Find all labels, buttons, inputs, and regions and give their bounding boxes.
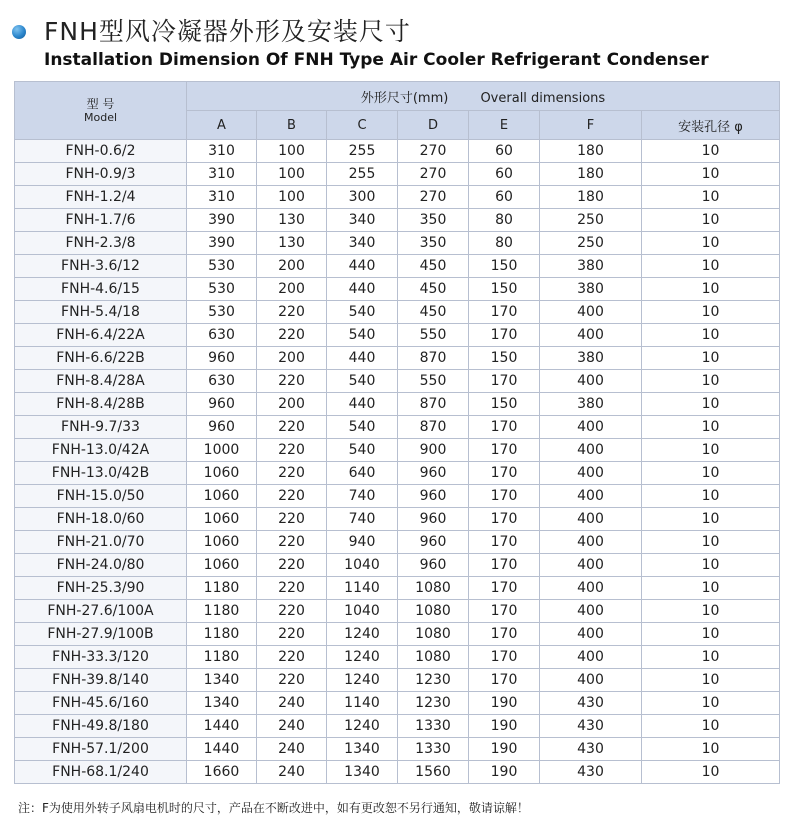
dimension-cell: 440 (327, 278, 398, 301)
dimension-cell: 400 (540, 600, 642, 623)
dimension-cell: 540 (327, 324, 398, 347)
dimension-cell: 200 (257, 255, 327, 278)
table-row (15, 370, 780, 393)
dimension-cell: 60 (469, 140, 540, 163)
dimension-cell: 10 (642, 761, 780, 784)
dimension-cell: 530 (187, 255, 257, 278)
dimension-cell: 1060 (187, 485, 257, 508)
dimension-cell: 550 (398, 324, 469, 347)
dimension-cell: 400 (540, 554, 642, 577)
model-cell: FNH-15.0/50 (15, 485, 187, 508)
dimension-cell: 430 (540, 692, 642, 715)
dimension-cell: 220 (257, 370, 327, 393)
model-cell: FNH-8.4/28A (15, 370, 187, 393)
dimension-cell: 10 (642, 577, 780, 600)
dimension-cell: 170 (469, 531, 540, 554)
dimension-cell: 440 (327, 255, 398, 278)
dimension-cell: 630 (187, 324, 257, 347)
dimension-cell: 170 (469, 485, 540, 508)
table-row (15, 577, 780, 600)
dimension-cell: 350 (398, 232, 469, 255)
dimension-cell: 1340 (327, 738, 398, 761)
table-row (15, 692, 780, 715)
dimension-cell: 220 (257, 646, 327, 669)
dimension-cell: 250 (540, 209, 642, 232)
dimension-cell: 190 (469, 738, 540, 761)
dimension-cell: 1440 (187, 715, 257, 738)
dimension-cell: 1080 (398, 577, 469, 600)
dimension-cell: 240 (257, 692, 327, 715)
model-cell: FNH-2.3/8 (15, 232, 187, 255)
dimension-cell: 1080 (398, 600, 469, 623)
dimension-cell: 170 (469, 508, 540, 531)
model-cell: FNH-0.9/3 (15, 163, 187, 186)
dimension-cell: 220 (257, 669, 327, 692)
dimension-cell: 10 (642, 232, 780, 255)
dimension-cell: 10 (642, 715, 780, 738)
dimension-cell: 960 (187, 393, 257, 416)
dimension-cell: 220 (257, 324, 327, 347)
dimension-cell: 1560 (398, 761, 469, 784)
column-header: E (469, 111, 540, 140)
dimension-cell: 960 (398, 485, 469, 508)
dimension-cell: 10 (642, 186, 780, 209)
dimension-cell: 430 (540, 738, 642, 761)
dimension-cell: 400 (540, 485, 642, 508)
dimension-cell: 240 (257, 715, 327, 738)
dimension-cell: 170 (469, 577, 540, 600)
dimension-cell: 200 (257, 347, 327, 370)
dimension-cell: 1080 (398, 623, 469, 646)
dimension-cell: 1040 (327, 600, 398, 623)
table-row (15, 416, 780, 439)
page-title: FNH型风冷凝器外形及安装尺寸 (44, 17, 411, 46)
page-subtitle: Installation Dimension Of FNH Type Air Cooler Refrigerant Condenser (44, 50, 709, 70)
dimension-cell: 380 (540, 255, 642, 278)
model-cell: FNH-1.7/6 (15, 209, 187, 232)
dimension-cell: 150 (469, 393, 540, 416)
dimension-cell: 130 (257, 209, 327, 232)
dimension-cell: 400 (540, 531, 642, 554)
dimension-cell: 220 (257, 301, 327, 324)
model-cell: FNH-0.6/2 (15, 140, 187, 163)
dimension-cell: 220 (257, 577, 327, 600)
dimension-cell: 200 (257, 278, 327, 301)
dimension-cell: 250 (540, 232, 642, 255)
dimension-cell: 10 (642, 646, 780, 669)
dimension-cell: 380 (540, 393, 642, 416)
dimension-cell: 10 (642, 485, 780, 508)
dimension-cell: 740 (327, 508, 398, 531)
dimension-cell: 960 (398, 554, 469, 577)
table-row (15, 715, 780, 738)
dimension-cell: 450 (398, 301, 469, 324)
dimension-cell: 10 (642, 508, 780, 531)
dimension-cell: 400 (540, 646, 642, 669)
table-row (15, 531, 780, 554)
model-cell: FNH-27.6/100A (15, 600, 187, 623)
dimension-cell: 10 (642, 692, 780, 715)
table-row (15, 255, 780, 278)
dimension-cell: 170 (469, 554, 540, 577)
dimension-cell: 190 (469, 692, 540, 715)
dimension-cell: 150 (469, 347, 540, 370)
model-cell: FNH-3.6/12 (15, 255, 187, 278)
dimension-cell: 10 (642, 416, 780, 439)
footnote: 注：F为使用外转子风扇电机时的尺寸，产品在不断改进中，如有更改恕不另行通知，敬请谅解！ (18, 801, 529, 815)
dimension-cell: 1060 (187, 554, 257, 577)
dimension-cell: 170 (469, 669, 540, 692)
dimension-cell: 1040 (327, 554, 398, 577)
model-cell: FNH-39.8/140 (15, 669, 187, 692)
dimension-cell: 960 (398, 508, 469, 531)
table-row (15, 623, 780, 646)
dimension-cell: 1230 (398, 669, 469, 692)
dimension-cell: 940 (327, 531, 398, 554)
dimension-cell: 220 (257, 439, 327, 462)
model-cell: FNH-13.0/42A (15, 439, 187, 462)
dimension-cell: 1060 (187, 508, 257, 531)
model-cell: FNH-18.0/60 (15, 508, 187, 531)
dimension-cell: 300 (327, 186, 398, 209)
table-row (15, 393, 780, 416)
dimension-cell: 220 (257, 416, 327, 439)
table-row (15, 140, 780, 163)
dimension-cell: 170 (469, 600, 540, 623)
dimension-cell: 10 (642, 600, 780, 623)
column-header: B (257, 111, 327, 140)
dimension-cell: 400 (540, 370, 642, 393)
dimension-cell: 220 (257, 623, 327, 646)
dimension-cell: 1180 (187, 646, 257, 669)
dimension-cell: 170 (469, 301, 540, 324)
model-cell: FNH-57.1/200 (15, 738, 187, 761)
dimension-cell: 170 (469, 439, 540, 462)
dimension-cell: 170 (469, 416, 540, 439)
table-row (15, 439, 780, 462)
dimension-cell: 220 (257, 554, 327, 577)
dimension-cell: 10 (642, 278, 780, 301)
dimension-cell: 10 (642, 554, 780, 577)
dimension-cell: 390 (187, 209, 257, 232)
dimension-cell: 1060 (187, 462, 257, 485)
dimension-cell: 350 (398, 209, 469, 232)
dimension-cell: 170 (469, 623, 540, 646)
model-column-header (15, 82, 187, 140)
dimension-cell: 640 (327, 462, 398, 485)
table-row (15, 738, 780, 761)
dimension-cell: 380 (540, 347, 642, 370)
dimension-cell: 180 (540, 163, 642, 186)
dimension-cell: 1230 (398, 692, 469, 715)
model-cell: FNH-45.6/160 (15, 692, 187, 715)
dimension-cell: 960 (398, 462, 469, 485)
title-bullet-icon (12, 25, 26, 39)
table-row (15, 646, 780, 669)
dimension-cell: 10 (642, 623, 780, 646)
dimension-cell: 220 (257, 508, 327, 531)
dimension-cell: 540 (327, 370, 398, 393)
group-header-en: Overall dimensions (480, 90, 606, 106)
dimension-cell: 1180 (187, 600, 257, 623)
group-header-cn: 外形尺寸(mm) (360, 90, 449, 106)
dimension-cell: 870 (398, 416, 469, 439)
table-row (15, 209, 780, 232)
dimension-cell: 100 (257, 140, 327, 163)
dimension-cell: 10 (642, 531, 780, 554)
table-row (15, 186, 780, 209)
model-cell: FNH-1.2/4 (15, 186, 187, 209)
dimension-cell: 170 (469, 646, 540, 669)
dimension-cell: 400 (540, 416, 642, 439)
dimension-cell: 80 (469, 232, 540, 255)
dimension-cell: 150 (469, 278, 540, 301)
dimension-cell: 200 (257, 393, 327, 416)
dimension-cell: 1340 (187, 669, 257, 692)
dimension-cell: 10 (642, 669, 780, 692)
dimension-cell: 10 (642, 370, 780, 393)
dimension-cell: 630 (187, 370, 257, 393)
dimension-cell: 400 (540, 623, 642, 646)
dimension-cell: 270 (398, 140, 469, 163)
model-header-en: Model (83, 110, 118, 124)
dimension-cell: 80 (469, 209, 540, 232)
dimension-cell: 430 (540, 761, 642, 784)
model-cell: FNH-27.9/100B (15, 623, 187, 646)
dimension-cell: 60 (469, 186, 540, 209)
dimension-cell: 60 (469, 163, 540, 186)
dimension-cell: 1080 (398, 646, 469, 669)
table-row (15, 600, 780, 623)
dimension-cell: 440 (327, 393, 398, 416)
dimension-cell: 1340 (187, 692, 257, 715)
table-row (15, 669, 780, 692)
dimension-cell: 220 (257, 485, 327, 508)
dimension-cell: 400 (540, 462, 642, 485)
dimension-cell: 270 (398, 163, 469, 186)
dimension-cell: 270 (398, 186, 469, 209)
dimension-cell: 10 (642, 255, 780, 278)
dimension-cell: 450 (398, 278, 469, 301)
model-cell: FNH-33.3/120 (15, 646, 187, 669)
dimension-cell: 340 (327, 232, 398, 255)
column-header: C (327, 111, 398, 140)
dimension-cell: 170 (469, 462, 540, 485)
dimension-cell: 400 (540, 301, 642, 324)
model-cell: FNH-6.6/22B (15, 347, 187, 370)
dimension-cell: 255 (327, 163, 398, 186)
dimension-cell: 190 (469, 715, 540, 738)
dimension-cell: 1240 (327, 715, 398, 738)
dimension-cell: 400 (540, 439, 642, 462)
dimension-cell: 220 (257, 462, 327, 485)
table-row (15, 163, 780, 186)
dimension-cell: 180 (540, 140, 642, 163)
table-row (15, 301, 780, 324)
table-row (15, 347, 780, 370)
table-row (15, 232, 780, 255)
dimension-table (14, 81, 780, 784)
dimension-cell: 1140 (327, 692, 398, 715)
model-header-cn: 型 号 (86, 96, 115, 111)
dimension-cell: 1180 (187, 623, 257, 646)
dimension-cell: 170 (469, 324, 540, 347)
dimension-cell: 180 (540, 186, 642, 209)
dimension-cell: 10 (642, 439, 780, 462)
model-cell: FNH-6.4/22A (15, 324, 187, 347)
dimension-cell: 190 (469, 761, 540, 784)
table-row (15, 324, 780, 347)
table-row (15, 462, 780, 485)
dimension-cell: 255 (327, 140, 398, 163)
dimension-cell: 10 (642, 301, 780, 324)
column-header: 安装孔径 φ (642, 111, 780, 140)
dimension-cell: 220 (257, 531, 327, 554)
dimension-cell: 220 (257, 600, 327, 623)
dimension-cell: 430 (540, 715, 642, 738)
dimension-cell: 130 (257, 232, 327, 255)
dimension-cell: 310 (187, 140, 257, 163)
model-cell: FNH-5.4/18 (15, 301, 187, 324)
dimension-cell: 1140 (327, 577, 398, 600)
table-row (15, 761, 780, 784)
model-cell: FNH-21.0/70 (15, 531, 187, 554)
dimension-cell: 960 (187, 416, 257, 439)
column-header: D (398, 111, 469, 140)
table-body (15, 140, 780, 784)
dimension-cell: 1330 (398, 715, 469, 738)
dimension-cell: 1340 (327, 761, 398, 784)
dimension-cell: 1330 (398, 738, 469, 761)
table-row (15, 485, 780, 508)
dimension-cell: 10 (642, 209, 780, 232)
dimension-cell: 10 (642, 462, 780, 485)
dimension-cell: 440 (327, 347, 398, 370)
model-cell: FNH-25.3/90 (15, 577, 187, 600)
dimension-cell: 1660 (187, 761, 257, 784)
dimension-cell: 960 (187, 347, 257, 370)
dimension-cell: 450 (398, 255, 469, 278)
table-row (15, 554, 780, 577)
table-row (15, 278, 780, 301)
dimension-cell: 400 (540, 577, 642, 600)
model-cell: FNH-4.6/15 (15, 278, 187, 301)
dimension-cell: 10 (642, 738, 780, 761)
dimension-cell: 1240 (327, 669, 398, 692)
dimension-cell: 10 (642, 163, 780, 186)
dimension-cell: 400 (540, 508, 642, 531)
dimension-cell: 10 (642, 347, 780, 370)
dimension-cell: 310 (187, 186, 257, 209)
dimension-cell: 150 (469, 255, 540, 278)
dimension-cell: 400 (540, 324, 642, 347)
dimension-cell: 240 (257, 738, 327, 761)
dimension-cell: 380 (540, 278, 642, 301)
dimension-cell: 390 (187, 232, 257, 255)
model-cell: FNH-68.1/240 (15, 761, 187, 784)
dimension-cell: 10 (642, 393, 780, 416)
dimension-cell: 540 (327, 439, 398, 462)
dimension-cell: 740 (327, 485, 398, 508)
dimension-cell: 870 (398, 347, 469, 370)
dimension-cell: 530 (187, 301, 257, 324)
dimension-cell: 10 (642, 324, 780, 347)
dimension-cell: 1060 (187, 531, 257, 554)
model-cell: FNH-9.7/33 (15, 416, 187, 439)
column-header: A (187, 111, 257, 140)
dimension-cell: 310 (187, 163, 257, 186)
dimension-cell: 100 (257, 186, 327, 209)
dimension-cell: 1000 (187, 439, 257, 462)
dimension-cell: 540 (327, 416, 398, 439)
dimension-cell: 1440 (187, 738, 257, 761)
column-header: F (540, 111, 642, 140)
model-cell: FNH-49.8/180 (15, 715, 187, 738)
dimension-cell: 100 (257, 163, 327, 186)
dimension-cell: 960 (398, 531, 469, 554)
dimension-cell: 1240 (327, 646, 398, 669)
model-cell: FNH-24.0/80 (15, 554, 187, 577)
model-cell: FNH-8.4/28B (15, 393, 187, 416)
dimension-cell: 1240 (327, 623, 398, 646)
dimension-cell: 1180 (187, 577, 257, 600)
dimension-cell: 10 (642, 140, 780, 163)
dimension-cell: 170 (469, 370, 540, 393)
dimension-cell: 900 (398, 439, 469, 462)
model-cell: FNH-13.0/42B (15, 462, 187, 485)
dimension-cell: 540 (327, 301, 398, 324)
dimension-cell: 870 (398, 393, 469, 416)
dimension-cell: 400 (540, 669, 642, 692)
overall-dimensions-header (187, 82, 780, 111)
dimension-cell: 530 (187, 278, 257, 301)
dimension-cell: 240 (257, 761, 327, 784)
dimension-cell: 550 (398, 370, 469, 393)
table-row (15, 508, 780, 531)
dimension-cell: 340 (327, 209, 398, 232)
